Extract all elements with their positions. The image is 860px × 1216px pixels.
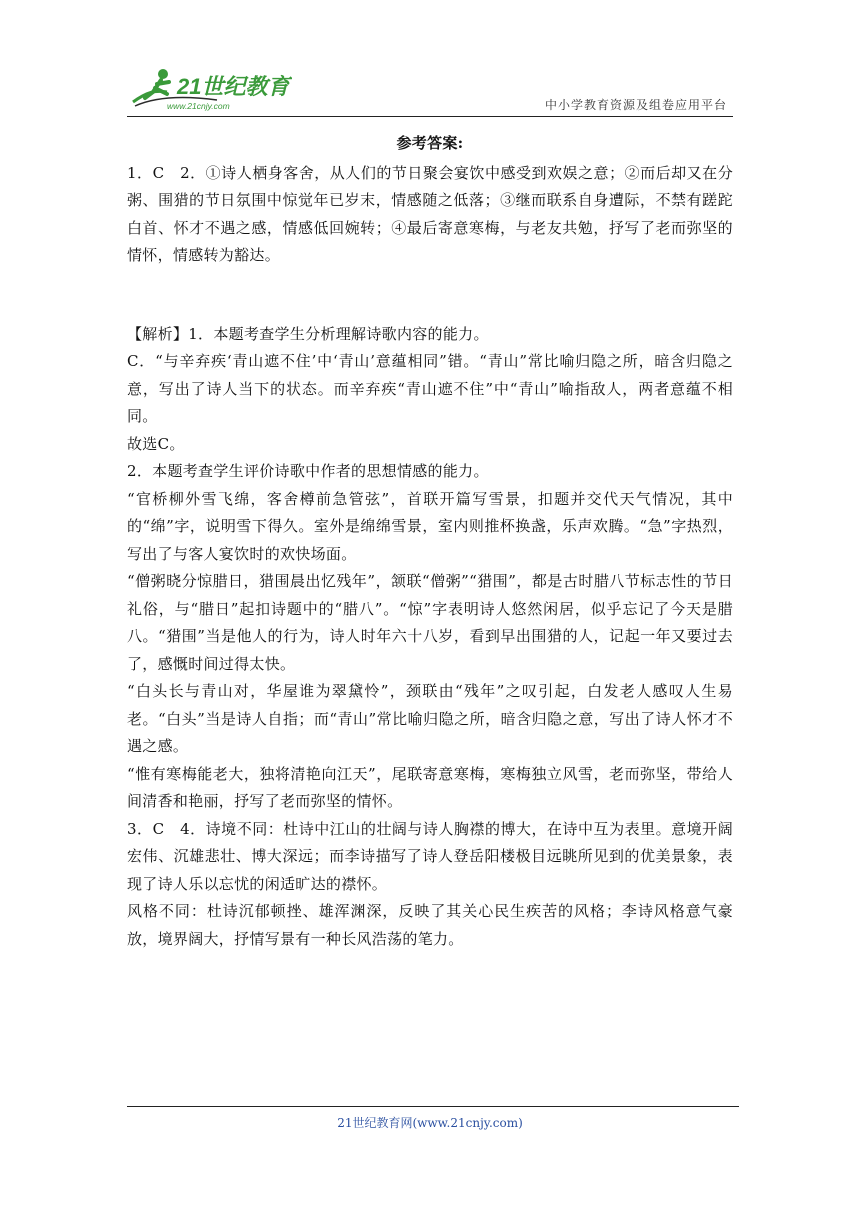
page-title: 参考答案:: [396, 134, 464, 152]
answer-paragraph: 3．C 4．诗境不同：杜诗中江山的壮阔与诗人胸襟的博大，在诗中互为表里。意境开阔宏伟、沉雄悲壮、博大深远；而李诗描写了诗人登岳阳楼极目远眺所见到的优美景象，表现了诗人乐以忘忧的闲适旷达的襟怀。: [127, 819, 733, 893]
logo-url: www.21cnjy.com: [167, 101, 230, 111]
logo-text: 21世纪教育: [177, 74, 290, 99]
header-divider: [127, 116, 733, 117]
platform-name: 中小学教育资源及组卷应用平台: [544, 98, 727, 112]
analysis-paragraph: “白头长与青山对，华屋谁为翠黛怜”，颈联由“残年”之叹引起，白发老人感叹人生易老。“白头”当是诗人自指；而“青山”常比喻归隐之所，暗含归隐之意，写出了诗人怀才不遇之感。: [127, 682, 733, 755]
logo: [127, 62, 292, 112]
analysis-paragraph: “惟有寒梅能老大，独将清艳向江天”，尾联寄意寒梅，寒梅独立风雪，老而弥坚，带给人间清香和艳丽，抒写了老而弥坚的情怀。: [127, 764, 733, 810]
page-header: [127, 62, 733, 118]
analysis-paragraph: 【解析】1．本题考查学生分析理解诗歌内容的能力。: [127, 324, 489, 343]
analysis-paragraph: 故选C。: [127, 434, 185, 453]
runner-head-icon: [158, 69, 168, 79]
answer-paragraph: 1．C 2．①诗人栖身客舍，从人们的节日聚会宴饮中感受到欢娱之意；②而后却又在分粥、围猎的节日氛围中惊觉年已岁末，情感随之低落；③继而联系自身遭际，不禁有蹉跎白首、怀才不遇之感，情感低回婉转；④最后寄意寒梅，与老友共勉，抒写了老而弥坚的情怀，情感转为豁达。: [127, 163, 733, 264]
analysis-paragraph: 2．本题考查学生评价诗歌中作者的思想情感的能力。: [127, 462, 489, 480]
footer-text: 21世纪教育网(www.21cnjy.com): [337, 1116, 523, 1130]
analysis-paragraph: C．“与辛弃疾‘青山遮不住’中‘青山’意蕴相同”错。“青山”常比喻归隐之所，暗含归隐之意，写出了诗人当下的状态。而辛弃疾“青山遮不住”中“青山”喻指敌人，两者意蕴不相同。: [127, 352, 733, 425]
footer-divider: [127, 1106, 739, 1107]
analysis-paragraph: 风格不同：杜诗沉郁顿挫、雄浑渊深，反映了其关心民生疾苦的风格；李诗风格意气豪放，境界阔大，抒情写景有一种长风浩荡的笔力。: [127, 902, 733, 948]
answer-content: [127, 130, 733, 953]
analysis-paragraph: “僧粥晓分惊腊日，猎围晨出忆残年”，颔联“僧粥”“猎围”，都是古时腊八节标志性的节日礼俗，与“腊日”起扣诗题中的“腊八”。“惊”字表明诗人悠然闲居，似乎忘记了今天是腊八。“猎围”当是他人的行为，诗人时年六十八岁，看到早出围猎的人，记起一年又要过去了，感慨时间过得太快。: [127, 572, 733, 673]
analysis-paragraph: “官桥柳外雪飞绵，客舍樽前急管弦”，首联开篇写雪景，扣题并交代天气情况，其中的“绵”字，说明雪下得久。室外是绵绵雪景，室内则推杯换盏，乐声欢腾。“急”字热烈，写出了与客人宴饮时的欢快场面。: [127, 489, 733, 563]
